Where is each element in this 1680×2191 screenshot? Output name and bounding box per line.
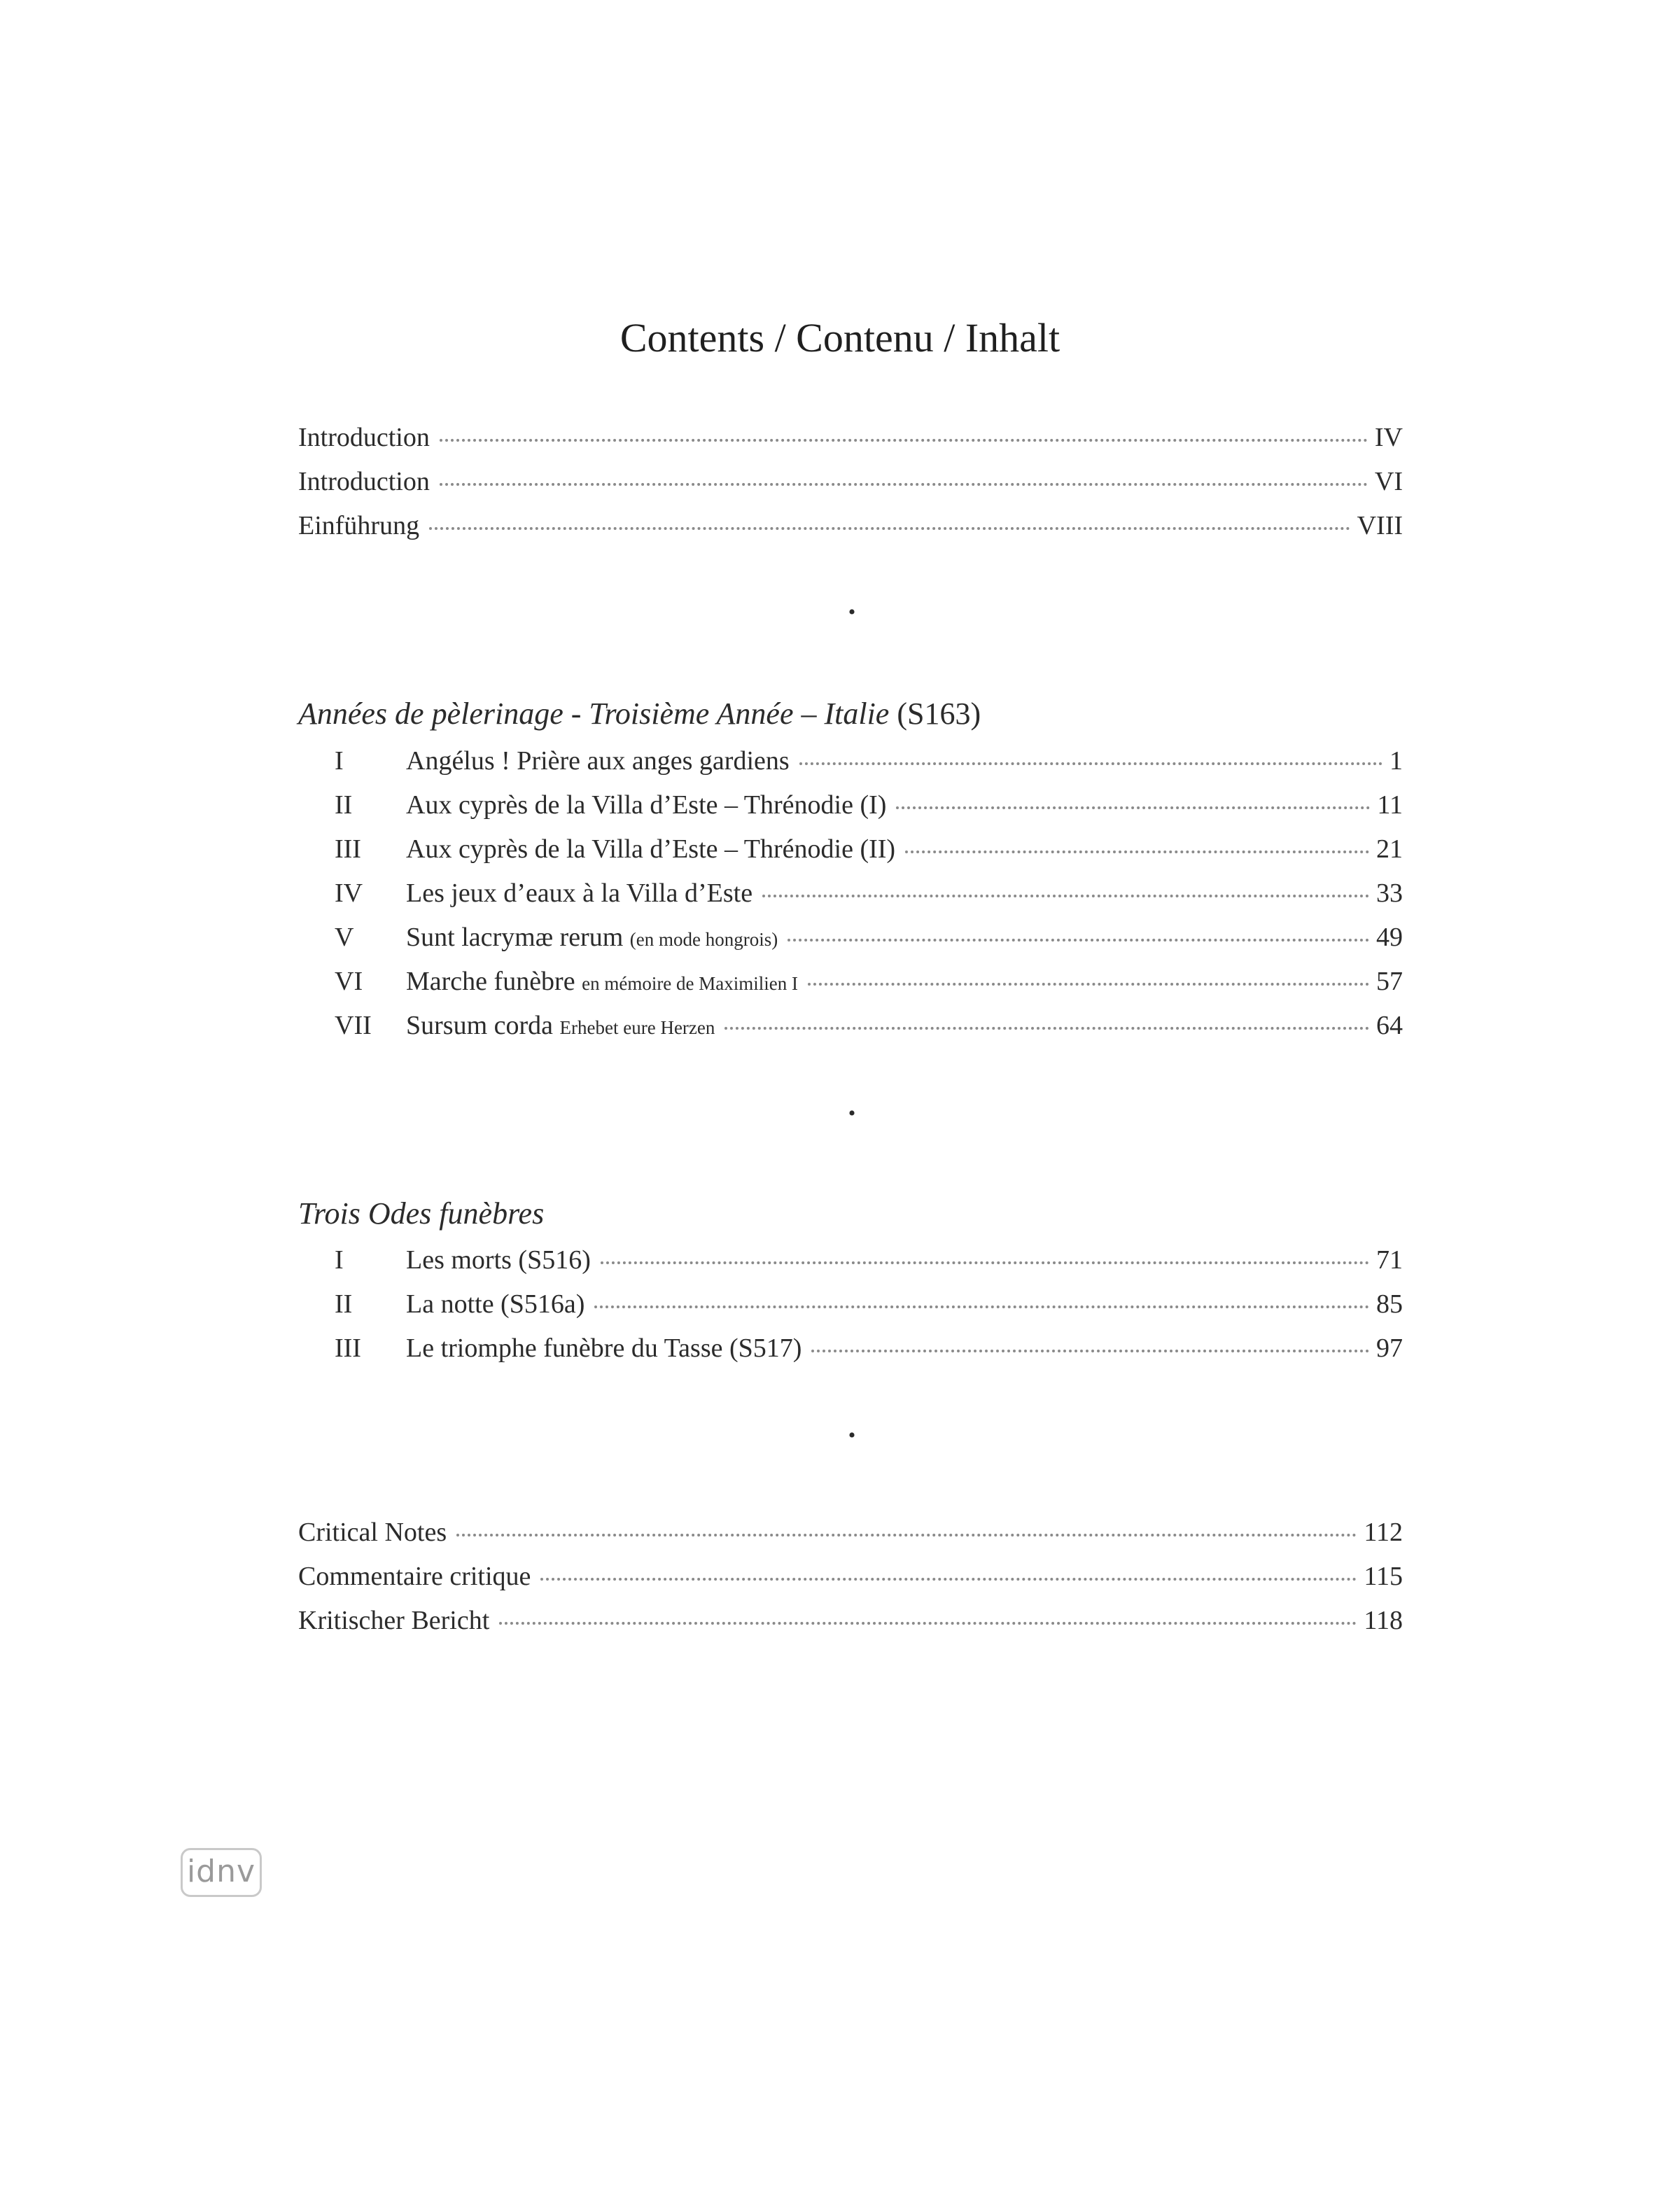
toc-entry-label: Kritischer Bericht [298,1606,490,1635]
page-title: Contents / Contenu / Inhalt [620,315,1060,360]
toc-entry-annees-2 [298,788,1403,822]
toc-entry-page: VIII [1357,511,1403,540]
toc-entry-number: I [335,1245,344,1275]
toc-entry-number: IV [335,878,363,908]
toc-entry-page: 49 [1376,923,1403,952]
toc-entry-annees-5 [298,920,1403,955]
dot-leader [601,1261,1369,1264]
section-heading-title: Années de pèlerinage - Troisième Année – Italie [298,696,890,731]
toc-entry-number: III [335,834,361,864]
watermark-logo: idnv [181,1848,262,1897]
section-heading-catalog: (S163) [897,696,981,731]
toc-entry-label: Commentaire critique [298,1562,531,1591]
toc-entry-note: en mémoire de Maximilien I [582,973,798,994]
toc-entry-odes-1 [298,1242,1403,1278]
toc-entry-label: Les morts (S516) [406,1245,591,1275]
toc-entry-back-1 [298,1515,1403,1550]
toc-entry-label: Introduction [298,467,430,496]
toc-entry-number: II [335,1289,353,1319]
toc-entry-label [406,964,798,1001]
toc-entry-page: 118 [1364,1606,1403,1635]
dot-leader [440,439,1368,442]
toc-entry-note: Erhebet eure Herzen [559,1017,715,1038]
dot-leader [896,806,1370,809]
toc-entry-number: VI [335,967,363,996]
toc-entry-odes-3 [298,1331,1403,1366]
toc-entry-annees-1 [298,743,1403,778]
toc-entry-page: 57 [1376,967,1403,996]
section-heading-title: Trois Odes funèbres [298,1196,545,1231]
separator-dot: • [848,1102,856,1125]
toc-entry-page: 21 [1376,834,1403,864]
dot-leader [724,1027,1369,1030]
dot-leader [540,1578,1357,1581]
toc-entry-page: IV [1374,423,1403,452]
toc-entry-annees-6 [298,964,1403,999]
toc-entry-page: 1 [1390,746,1403,776]
toc-entry-back-3 [298,1603,1403,1638]
section-heading-annees [298,694,1403,734]
toc-entry-number: V [335,923,354,952]
toc-entry-page: VI [1374,467,1403,496]
toc-entry-number: I [335,746,344,776]
dot-leader [799,762,1382,765]
dot-leader [456,1534,1357,1536]
toc-entry-annees-3 [298,832,1403,867]
toc-entry-label: Angélus ! Prière aux anges gardiens [406,746,790,776]
toc-entry-page: 97 [1376,1334,1403,1363]
dot-leader [440,483,1368,486]
dot-leader [905,850,1369,853]
toc-entry-annees-7 [298,1008,1403,1043]
toc-entry-label: Einführung [298,511,420,540]
toc-entry-back-2 [298,1559,1403,1594]
toc-entry-label: Critical Notes [298,1518,447,1547]
toc-entry-label: Le triomphe funèbre du Tasse (S517) [406,1334,802,1363]
toc-entry-front-1 [298,420,1403,455]
dot-leader [429,527,1350,530]
toc-entry-title: Sursum corda [406,1011,554,1040]
dot-leader [788,939,1369,941]
dot-leader [594,1306,1369,1308]
toc-entry-number: II [335,790,353,820]
toc-entry-front-2 [298,464,1403,499]
dot-leader [811,1350,1369,1352]
toc-entry-label: La notte (S516a) [406,1289,585,1319]
separator-dot: • [848,601,856,624]
toc-entry-label [406,920,778,957]
toc-entry-page: 71 [1376,1245,1403,1275]
toc-entry-page: 112 [1364,1518,1403,1547]
toc-entry-note: (en mode hongrois) [629,929,778,950]
toc-entry-front-3 [298,508,1403,543]
toc-entry-annees-4 [298,876,1403,911]
toc-entry-page: 85 [1376,1289,1403,1319]
dot-leader [762,895,1369,897]
toc-entry-title: Marche funèbre [406,967,575,996]
dot-leader [499,1622,1357,1625]
toc-entry-label: Introduction [298,423,430,452]
toc-entry-label: Les jeux d’eaux à la Villa d’Este [406,878,753,908]
toc-entry-number: III [335,1334,361,1363]
toc-entry-page: 64 [1376,1011,1403,1040]
dot-leader [808,983,1369,986]
toc-entry-page: 33 [1376,878,1403,908]
toc-entry-odes-2 [298,1287,1403,1322]
toc-entry-label: Aux cyprès de la Villa d’Este – Thrénodie (II) [406,834,896,864]
section-heading-odes [298,1194,1403,1233]
separator-dot: • [848,1424,856,1447]
toc-entry-title: Sunt lacrymæ rerum [406,923,624,952]
toc-entry-page: 115 [1364,1562,1403,1591]
toc-entry-number: VII [335,1011,372,1040]
toc-entry-page: 11 [1377,790,1403,820]
toc-entry-label [406,1008,715,1045]
toc-entry-label: Aux cyprès de la Villa d’Este – Thrénodie (I) [406,790,887,820]
